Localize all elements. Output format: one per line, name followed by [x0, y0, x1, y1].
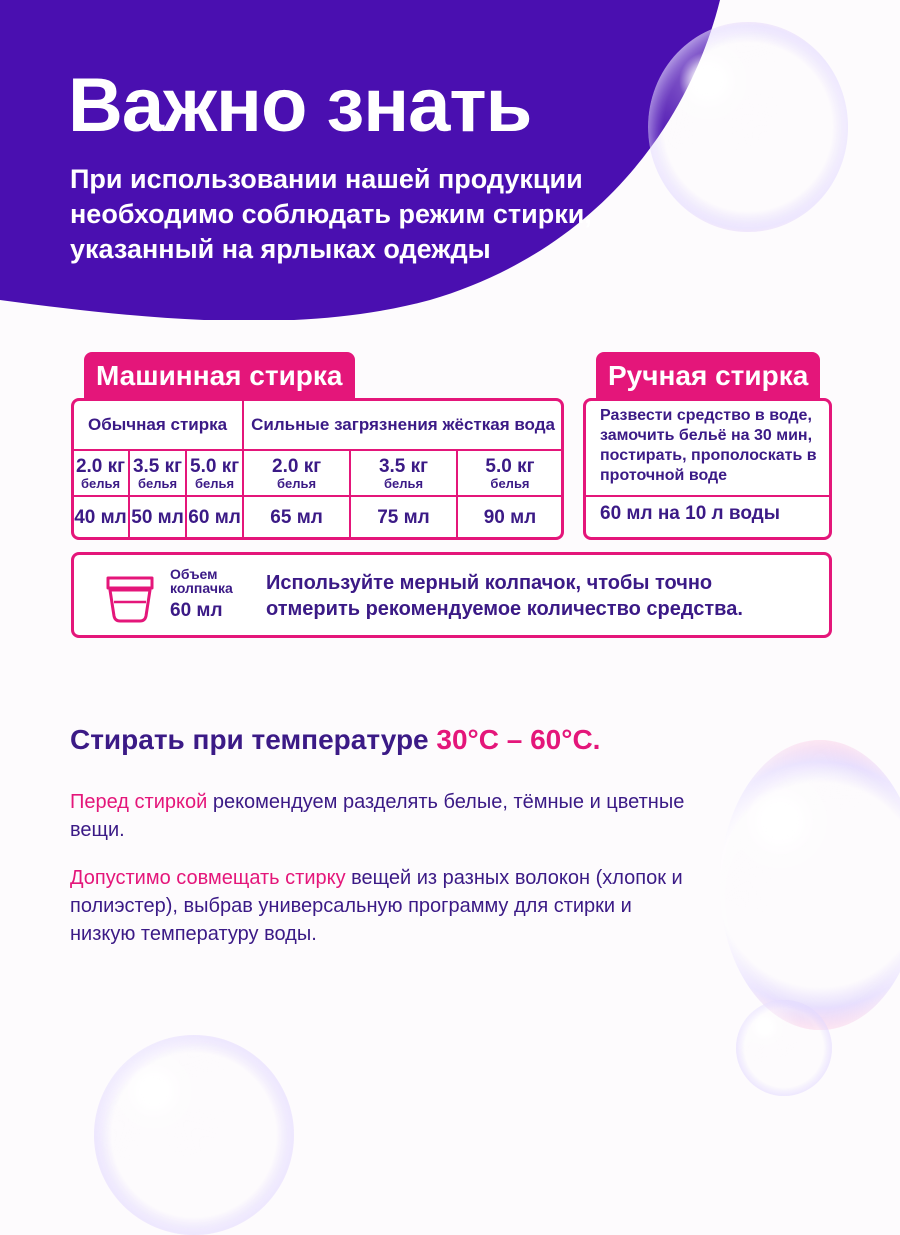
hand-wash-tab: Ручная стирка — [596, 352, 820, 400]
temperature-heading — [70, 724, 600, 756]
dose-cell: 65 мл — [243, 496, 350, 539]
cap-volume-label: Объем колпачка — [170, 566, 233, 596]
dose-cell: 75 мл — [350, 496, 457, 539]
load-unit: белья — [383, 475, 424, 491]
load-cell — [243, 450, 350, 496]
page-title: Важно знать — [68, 63, 532, 148]
tip-highlight: Допустимо совмещать стирку — [70, 867, 346, 889]
tip-text: рекомендуем разделять белые, тёмные и цветные вещи. — [70, 791, 685, 841]
load-cell — [129, 450, 186, 496]
dose-cell: 40 мл — [73, 496, 129, 539]
load-cell — [350, 450, 457, 496]
load-cell — [457, 450, 562, 496]
hand-wash-instructions: Развести средство в воде, замочить бельё на 30 мин, постирать, прополоскать в проточной воде — [600, 407, 817, 484]
bubble-right-small — [736, 1000, 832, 1096]
measuring-cap-icon — [102, 572, 158, 624]
load-cell — [186, 450, 243, 496]
cap-volume-value: 60 мл — [170, 600, 223, 621]
tip-mixed-fibers — [70, 864, 690, 948]
load-weight: 2.0 кг — [272, 455, 322, 477]
load-cell — [73, 450, 129, 496]
tip-text: вещей из разных волокон (хлопок и полиэстер), выбрав универсальную программу для стирки и низкую температуру воды. — [70, 867, 683, 945]
machine-wash-tab: Машинная стирка — [84, 352, 355, 400]
machine-wash-table — [73, 401, 562, 539]
load-unit: белья — [80, 475, 121, 491]
hand-wash-dose: 60 мл на 10 л воды — [600, 503, 780, 524]
hand-wash-divider — [584, 495, 831, 497]
load-weight: 2.0 кг — [75, 455, 126, 477]
load-unit: белья — [137, 475, 178, 491]
bubble-right-large — [720, 740, 900, 1030]
temperature-range: 30°C – 60°C. — [436, 724, 601, 755]
normal-wash-header: Обычная стирка — [73, 401, 243, 450]
load-unit: белья — [195, 475, 235, 491]
heavy-wash-header: Сильные загрязнения жёсткая вода — [243, 401, 562, 450]
load-weight: 5.0 кг — [190, 455, 240, 477]
load-weight: 3.5 кг — [132, 455, 183, 477]
cap-usage-note: Используйте мерный колпачок, чтобы точно отмерить рекомендуемое количество средства. — [266, 572, 743, 620]
tip-separate — [70, 788, 690, 844]
load-unit: белья — [277, 475, 317, 491]
dose-cell: 60 мл — [186, 496, 243, 539]
load-weight: 5.0 кг — [485, 455, 535, 477]
temperature-text: Стирать при температуре — [70, 724, 437, 755]
bubble-bottom-left — [94, 1035, 294, 1235]
dose-cell: 90 мл — [457, 496, 562, 539]
load-weight: 3.5 кг — [378, 455, 429, 477]
dose-cell: 50 мл — [129, 496, 186, 539]
intro-text: При использовании нашей продукции необходимо соблюдать режим стирки, указанный на ярлыках одежды — [70, 164, 592, 264]
load-unit: белья — [490, 475, 530, 491]
tip-highlight: Перед стиркой — [70, 791, 208, 813]
bubble-top-right — [648, 22, 848, 232]
